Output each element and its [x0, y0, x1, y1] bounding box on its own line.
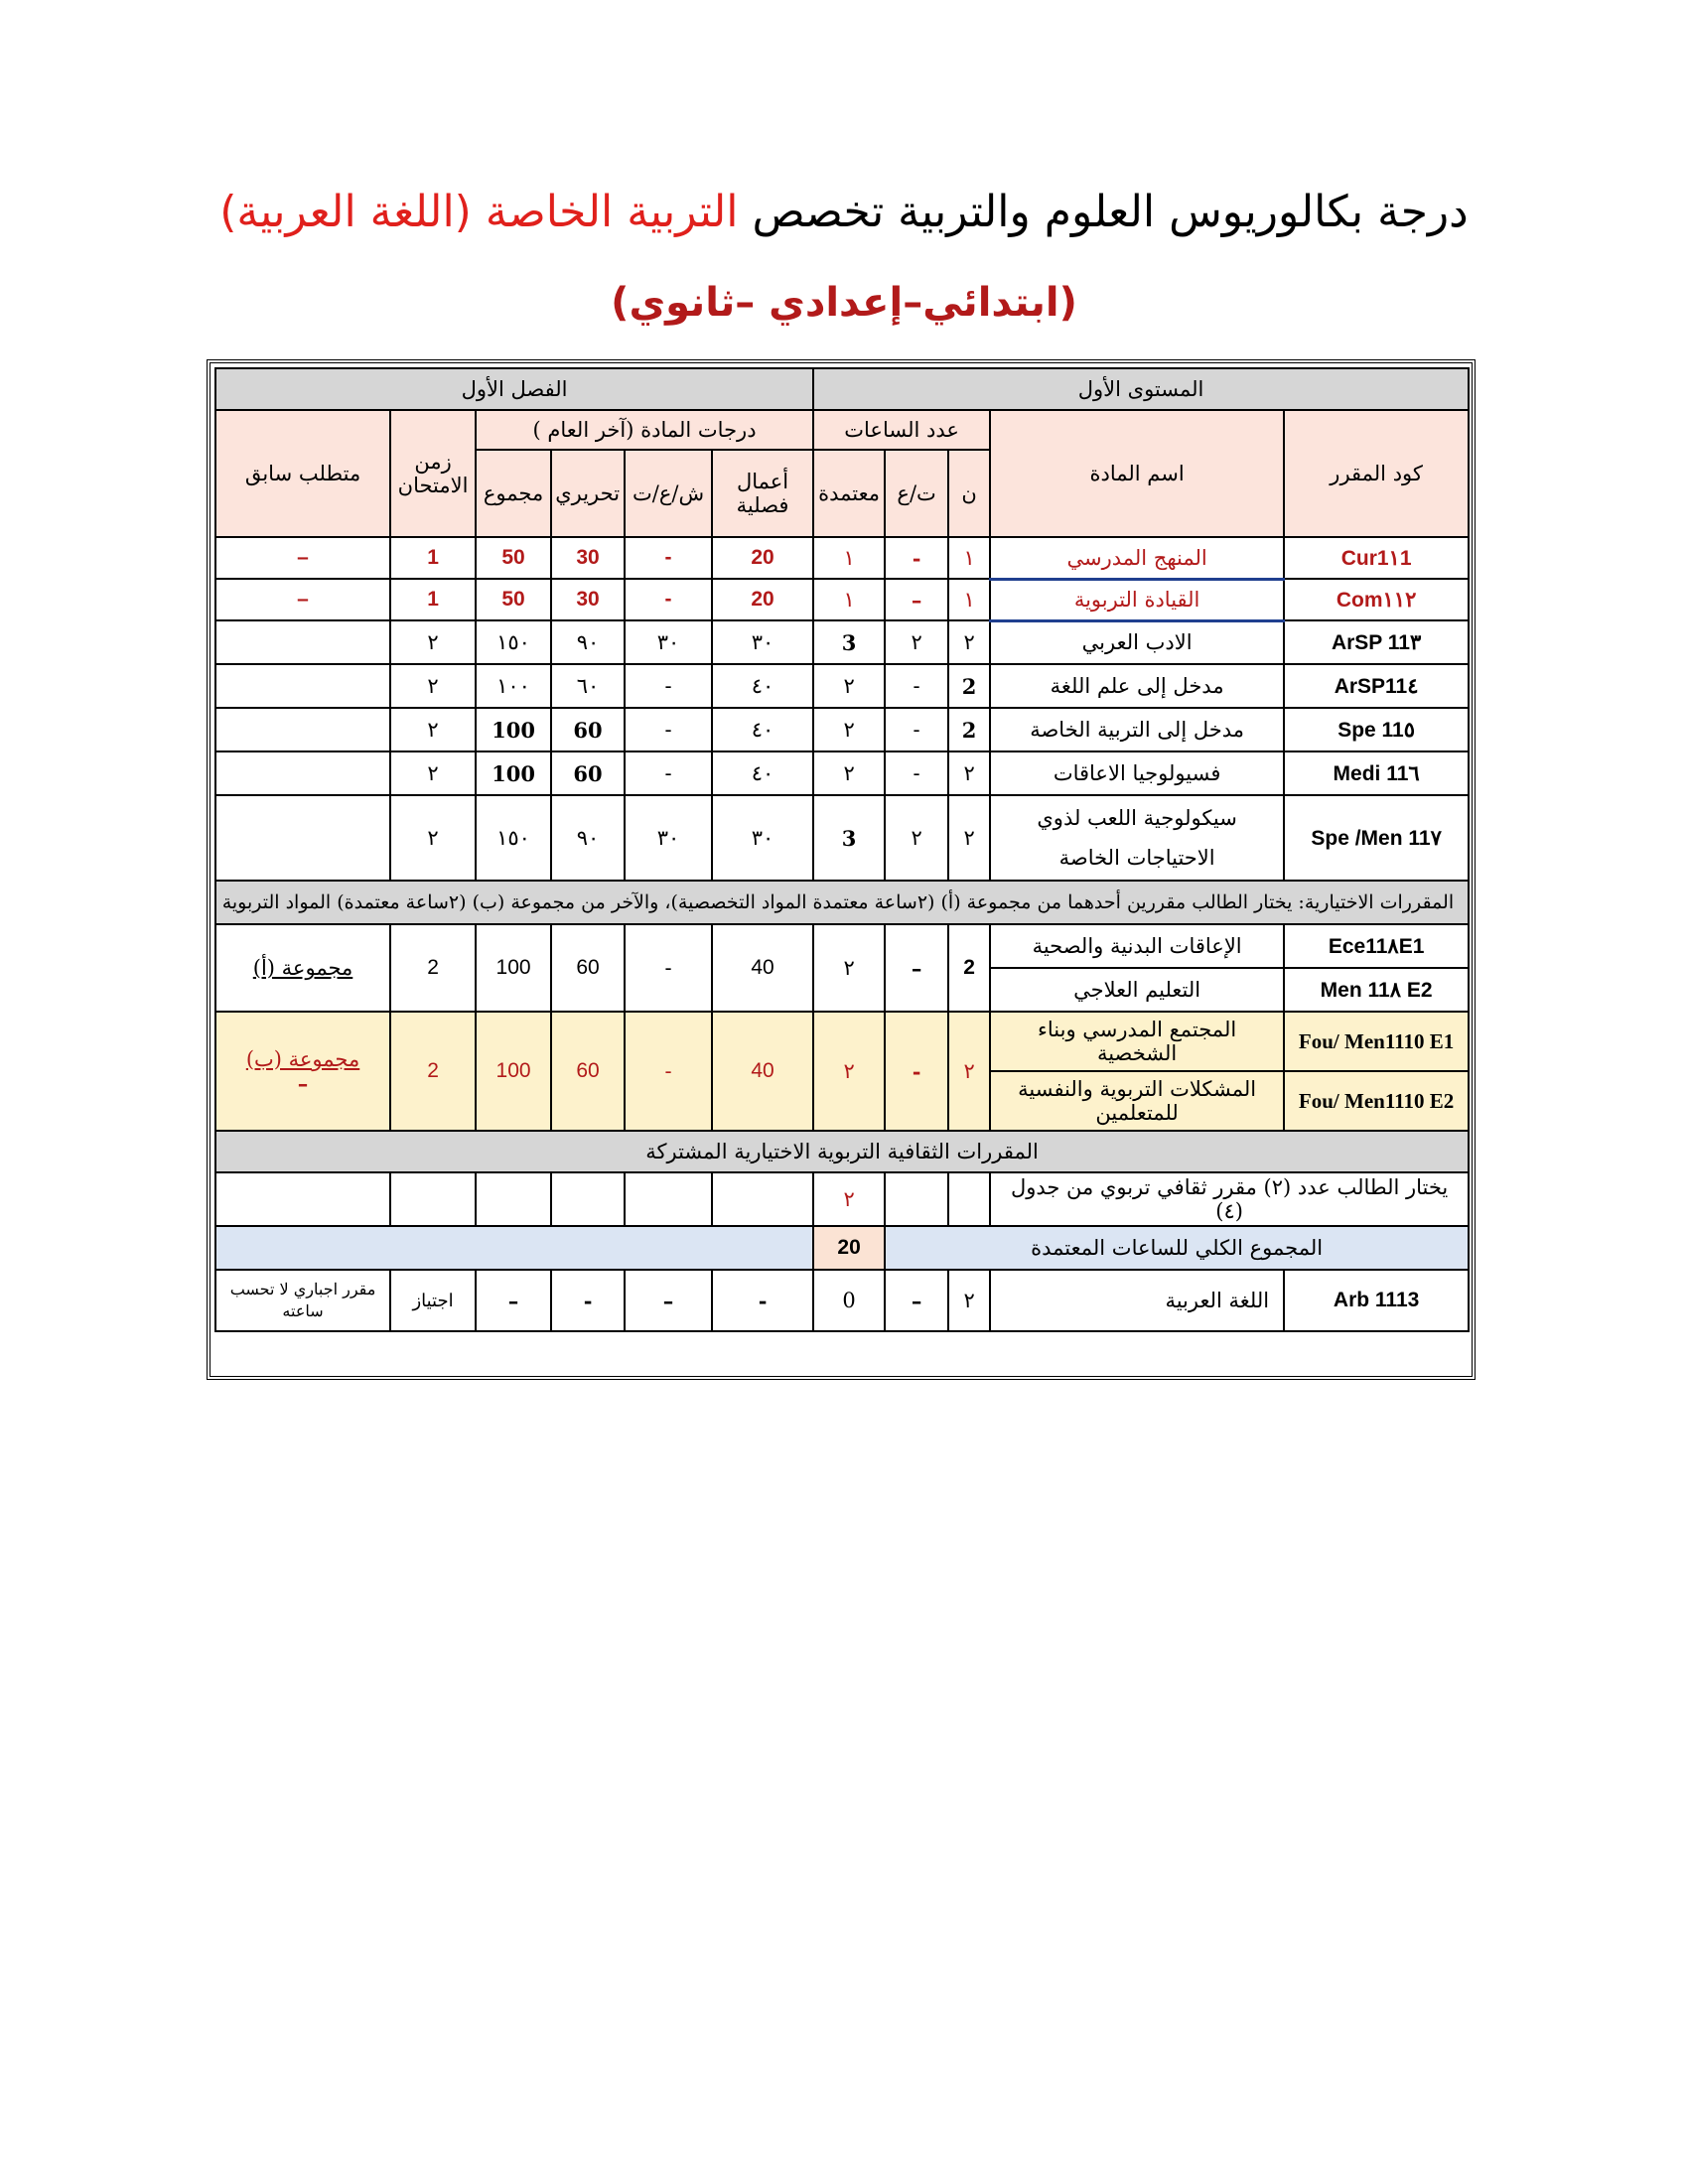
cell-written: ٩٠ — [551, 795, 625, 881]
cell-exam: ٢ — [390, 620, 476, 664]
cell-oral: - — [625, 924, 712, 1012]
cell-exam: 2 — [390, 924, 476, 1012]
course-code: Arb 1113 — [1284, 1270, 1469, 1331]
cultural-row — [215, 1172, 1469, 1226]
table-row — [215, 708, 1469, 751]
cell-written: 30 — [551, 537, 625, 579]
cell-te — [885, 1172, 948, 1226]
cell-credit: ١ — [813, 579, 885, 620]
cell-written: ٩٠ — [551, 620, 625, 664]
cell-n: ٢ — [948, 1012, 990, 1131]
cell-exam: ٢ — [390, 664, 476, 708]
table-row — [215, 620, 1469, 664]
cell-prereq — [215, 751, 390, 795]
table-row — [215, 664, 1469, 708]
course-code: Com١١٢ — [1284, 579, 1469, 620]
cell-credit: ٢ — [813, 664, 885, 708]
cell-coursework: - — [712, 1270, 813, 1331]
cell-prereq — [215, 1172, 390, 1226]
cell-total: 50 — [476, 537, 551, 579]
cell-te: ٢ — [885, 795, 948, 881]
cell-written: 30 — [551, 579, 625, 620]
group-a-label: مجموعة (أ) — [215, 924, 390, 1012]
course-name: القيادة التربوية — [990, 579, 1284, 620]
cell-prereq: مقرر اجباري لا تحسب ساعته — [215, 1270, 390, 1331]
course-name: اللغة العربية — [990, 1270, 1284, 1331]
cell-prereq — [215, 708, 390, 751]
cell-total: ١٥٠ — [476, 795, 551, 881]
cell-oral: – — [625, 1270, 712, 1331]
course-code: Cur1١1 — [1284, 537, 1469, 579]
study-plan-table — [214, 367, 1470, 1332]
course-code: ArSP 11٣ — [1284, 620, 1469, 664]
group-b-row — [215, 1012, 1469, 1071]
cell-te: – — [885, 1270, 948, 1331]
electives-note-row — [215, 881, 1469, 924]
group-a-row — [215, 924, 1469, 968]
course-name: التعليم العلاجي — [990, 968, 1284, 1012]
cell-oral: ٣٠ — [625, 620, 712, 664]
course-name: الإعاقات البدنية والصحية — [990, 924, 1284, 968]
header-credit: معتمدة — [813, 450, 885, 537]
cell-coursework: ٤٠ — [712, 708, 813, 751]
cell-coursework: ٣٠ — [712, 620, 813, 664]
course-name: الادب العربي — [990, 620, 1284, 664]
header-te: ت/ع — [885, 450, 948, 537]
header-oral: ش/ع/ت — [625, 450, 712, 537]
course-name: المشكلات التربوية والنفسية للمتعلمين — [990, 1071, 1284, 1131]
cell-coursework — [712, 1172, 813, 1226]
cell-n: ١ — [948, 579, 990, 620]
course-code: Fou/ Men1110 E1 — [1284, 1012, 1469, 1071]
cell-written: 60 — [551, 1012, 625, 1131]
cell-credit: ٢ — [813, 708, 885, 751]
cell-n: 2 — [948, 924, 990, 1012]
group-b-cell — [215, 1012, 390, 1131]
course-code: Spe /Men 11٧ — [1284, 795, 1469, 881]
title-part1: درجة بكالوريوس العلوم والتربية تخصص — [738, 187, 1469, 237]
cell-prereq: – — [215, 579, 390, 620]
header-course-name: اسم المادة — [990, 410, 1284, 537]
cell-credit: 0 — [813, 1270, 885, 1331]
cell-te: - — [885, 708, 948, 751]
cell-coursework: 40 — [712, 1012, 813, 1131]
header-grades-group: درجات المادة (آخر العام ) — [476, 410, 813, 450]
cell-oral: - — [625, 751, 712, 795]
header-hours-group: عدد الساعات — [813, 410, 990, 450]
cell-total: 100 — [476, 708, 551, 751]
cell-te: - — [885, 751, 948, 795]
cell-te: ٢ — [885, 620, 948, 664]
cell-n: 2 — [948, 664, 990, 708]
cell-written: - — [551, 1270, 625, 1331]
cell-oral — [625, 1172, 712, 1226]
cell-exam: اجتياز — [390, 1270, 476, 1331]
cell-te: - — [885, 1012, 948, 1131]
table-row — [215, 795, 1469, 881]
cell-exam — [390, 1172, 476, 1226]
course-code: ArSP11٤ — [1284, 664, 1469, 708]
course-code: Spe 11٥ — [1284, 708, 1469, 751]
table-row — [215, 579, 1469, 620]
cell-coursework: ٤٠ — [712, 751, 813, 795]
cell-oral: - — [625, 579, 712, 620]
total-row — [215, 1226, 1469, 1270]
cell-exam: ٢ — [390, 751, 476, 795]
cell-credit: ٢ — [813, 751, 885, 795]
page-subtitle: (ابتدائي–إعدادي –ثانوي) — [611, 280, 1077, 326]
cultural-header-row — [215, 1131, 1469, 1172]
cell-total: 50 — [476, 579, 551, 620]
cell-coursework: 40 — [712, 924, 813, 1012]
course-name: مدخل إلى علم اللغة — [990, 664, 1284, 708]
cell-total: 100 — [476, 1012, 551, 1131]
cell-oral: ٣٠ — [625, 795, 712, 881]
cell-written: 60 — [551, 751, 625, 795]
cell-coursework: ٣٠ — [712, 795, 813, 881]
cell-exam: 1 — [390, 579, 476, 620]
cell-prereq — [215, 620, 390, 664]
cell-prereq: – — [215, 537, 390, 579]
cell-n: ١ — [948, 537, 990, 579]
cell-total: 100 — [476, 751, 551, 795]
cell-prereq — [215, 664, 390, 708]
course-code: Men 11٨ E2 — [1284, 968, 1469, 1012]
course-name: المنهج المدرسي — [990, 537, 1284, 579]
level-label: المستوى الأول — [813, 368, 1469, 410]
cell-total: ١٠٠ — [476, 664, 551, 708]
cell-total: ١٥٠ — [476, 620, 551, 664]
header-coursework: أعمال فصلية — [712, 450, 813, 537]
course-name: مدخل إلى التربية الخاصة — [990, 708, 1284, 751]
cell-written: 60 — [551, 708, 625, 751]
cell-credit: ٢ — [813, 924, 885, 1012]
header-row — [215, 410, 1469, 450]
cell-n — [948, 1172, 990, 1226]
group-b-label: مجموعة (ب) — [245, 1046, 360, 1071]
cell-n: 2 — [948, 708, 990, 751]
table-row — [215, 537, 1469, 579]
page-title — [149, 187, 1539, 237]
cell-written — [551, 1172, 625, 1226]
course-code: Fou/ Men1110 E2 — [1284, 1071, 1469, 1131]
cell-prereq — [215, 795, 390, 881]
level-row — [215, 368, 1469, 410]
table-row — [215, 1270, 1469, 1331]
cell-total: 100 — [476, 924, 551, 1012]
cell-total — [476, 1172, 551, 1226]
total-value: 20 — [813, 1226, 885, 1270]
cell-te: – — [885, 924, 948, 1012]
header-written: تحريري — [551, 450, 625, 537]
cell-n: ٢ — [948, 1270, 990, 1331]
cell-n: ٢ — [948, 795, 990, 881]
course-code: Ece11٨E1 — [1284, 924, 1469, 968]
semester-label: الفصل الأول — [215, 368, 813, 410]
header-total: مجموع — [476, 450, 551, 537]
cell-exam: 1 — [390, 537, 476, 579]
course-name: فسيولوجيا الاعاقات — [990, 751, 1284, 795]
cell-credit: ٢ — [813, 1172, 885, 1226]
table-row — [215, 751, 1469, 795]
cell-coursework: 20 — [712, 537, 813, 579]
group-b-dash: – — [297, 1070, 309, 1096]
header-course-code: كود المقرر — [1284, 410, 1469, 537]
course-code: Medi 11٦ — [1284, 751, 1469, 795]
total-filler — [215, 1226, 813, 1270]
cell-n: ٢ — [948, 620, 990, 664]
cell-exam: ٢ — [390, 795, 476, 881]
cultural-text: يختار الطالب عدد (٢) مقرر ثقافي تربوي من جدول (٤) — [990, 1172, 1469, 1226]
cell-oral: - — [625, 708, 712, 751]
cell-exam: 2 — [390, 1012, 476, 1131]
cell-credit: 3 — [813, 795, 885, 881]
course-name: المجتمع المدرسي وبناء الشخصية — [990, 1012, 1284, 1071]
cell-total: – — [476, 1270, 551, 1331]
cell-oral: - — [625, 1012, 712, 1131]
cell-credit: 3 — [813, 620, 885, 664]
header-exam-time: زمن الامتحان — [390, 410, 476, 537]
cell-written: ٦٠ — [551, 664, 625, 708]
course-name: سيكولوجية اللعب لذوي الاحتياجات الخاصة — [990, 795, 1284, 881]
cell-written: 60 — [551, 924, 625, 1012]
cell-oral: - — [625, 664, 712, 708]
cell-te: – — [885, 579, 948, 620]
cell-coursework: ٤٠ — [712, 664, 813, 708]
cell-credit: ٢ — [813, 1012, 885, 1131]
electives-note: المقررات الاختيارية: يختار الطالب مقررين أحدهما من مجموعة (أ) (٢ساعة معتمدة المواد التخصصية)، والآخر من مجموعة (ب) (٢ساعة معتمدة) المواد التربوية — [215, 881, 1469, 924]
cell-credit: ١ — [813, 537, 885, 579]
cell-exam: ٢ — [390, 708, 476, 751]
title-part2: التربية الخاصة (اللغة العربية) — [219, 187, 739, 237]
cell-coursework: 20 — [712, 579, 813, 620]
cultural-header: المقررات الثقافية التربوية الاختيارية المشتركة — [215, 1131, 1469, 1172]
cell-n: ٢ — [948, 751, 990, 795]
header-n: ن — [948, 450, 990, 537]
cell-te: - — [885, 664, 948, 708]
total-label: المجموع الكلي للساعات المعتمدة — [885, 1226, 1469, 1270]
cell-oral: - — [625, 537, 712, 579]
cell-te: - — [885, 537, 948, 579]
header-prereq: متطلب سابق — [215, 410, 390, 537]
